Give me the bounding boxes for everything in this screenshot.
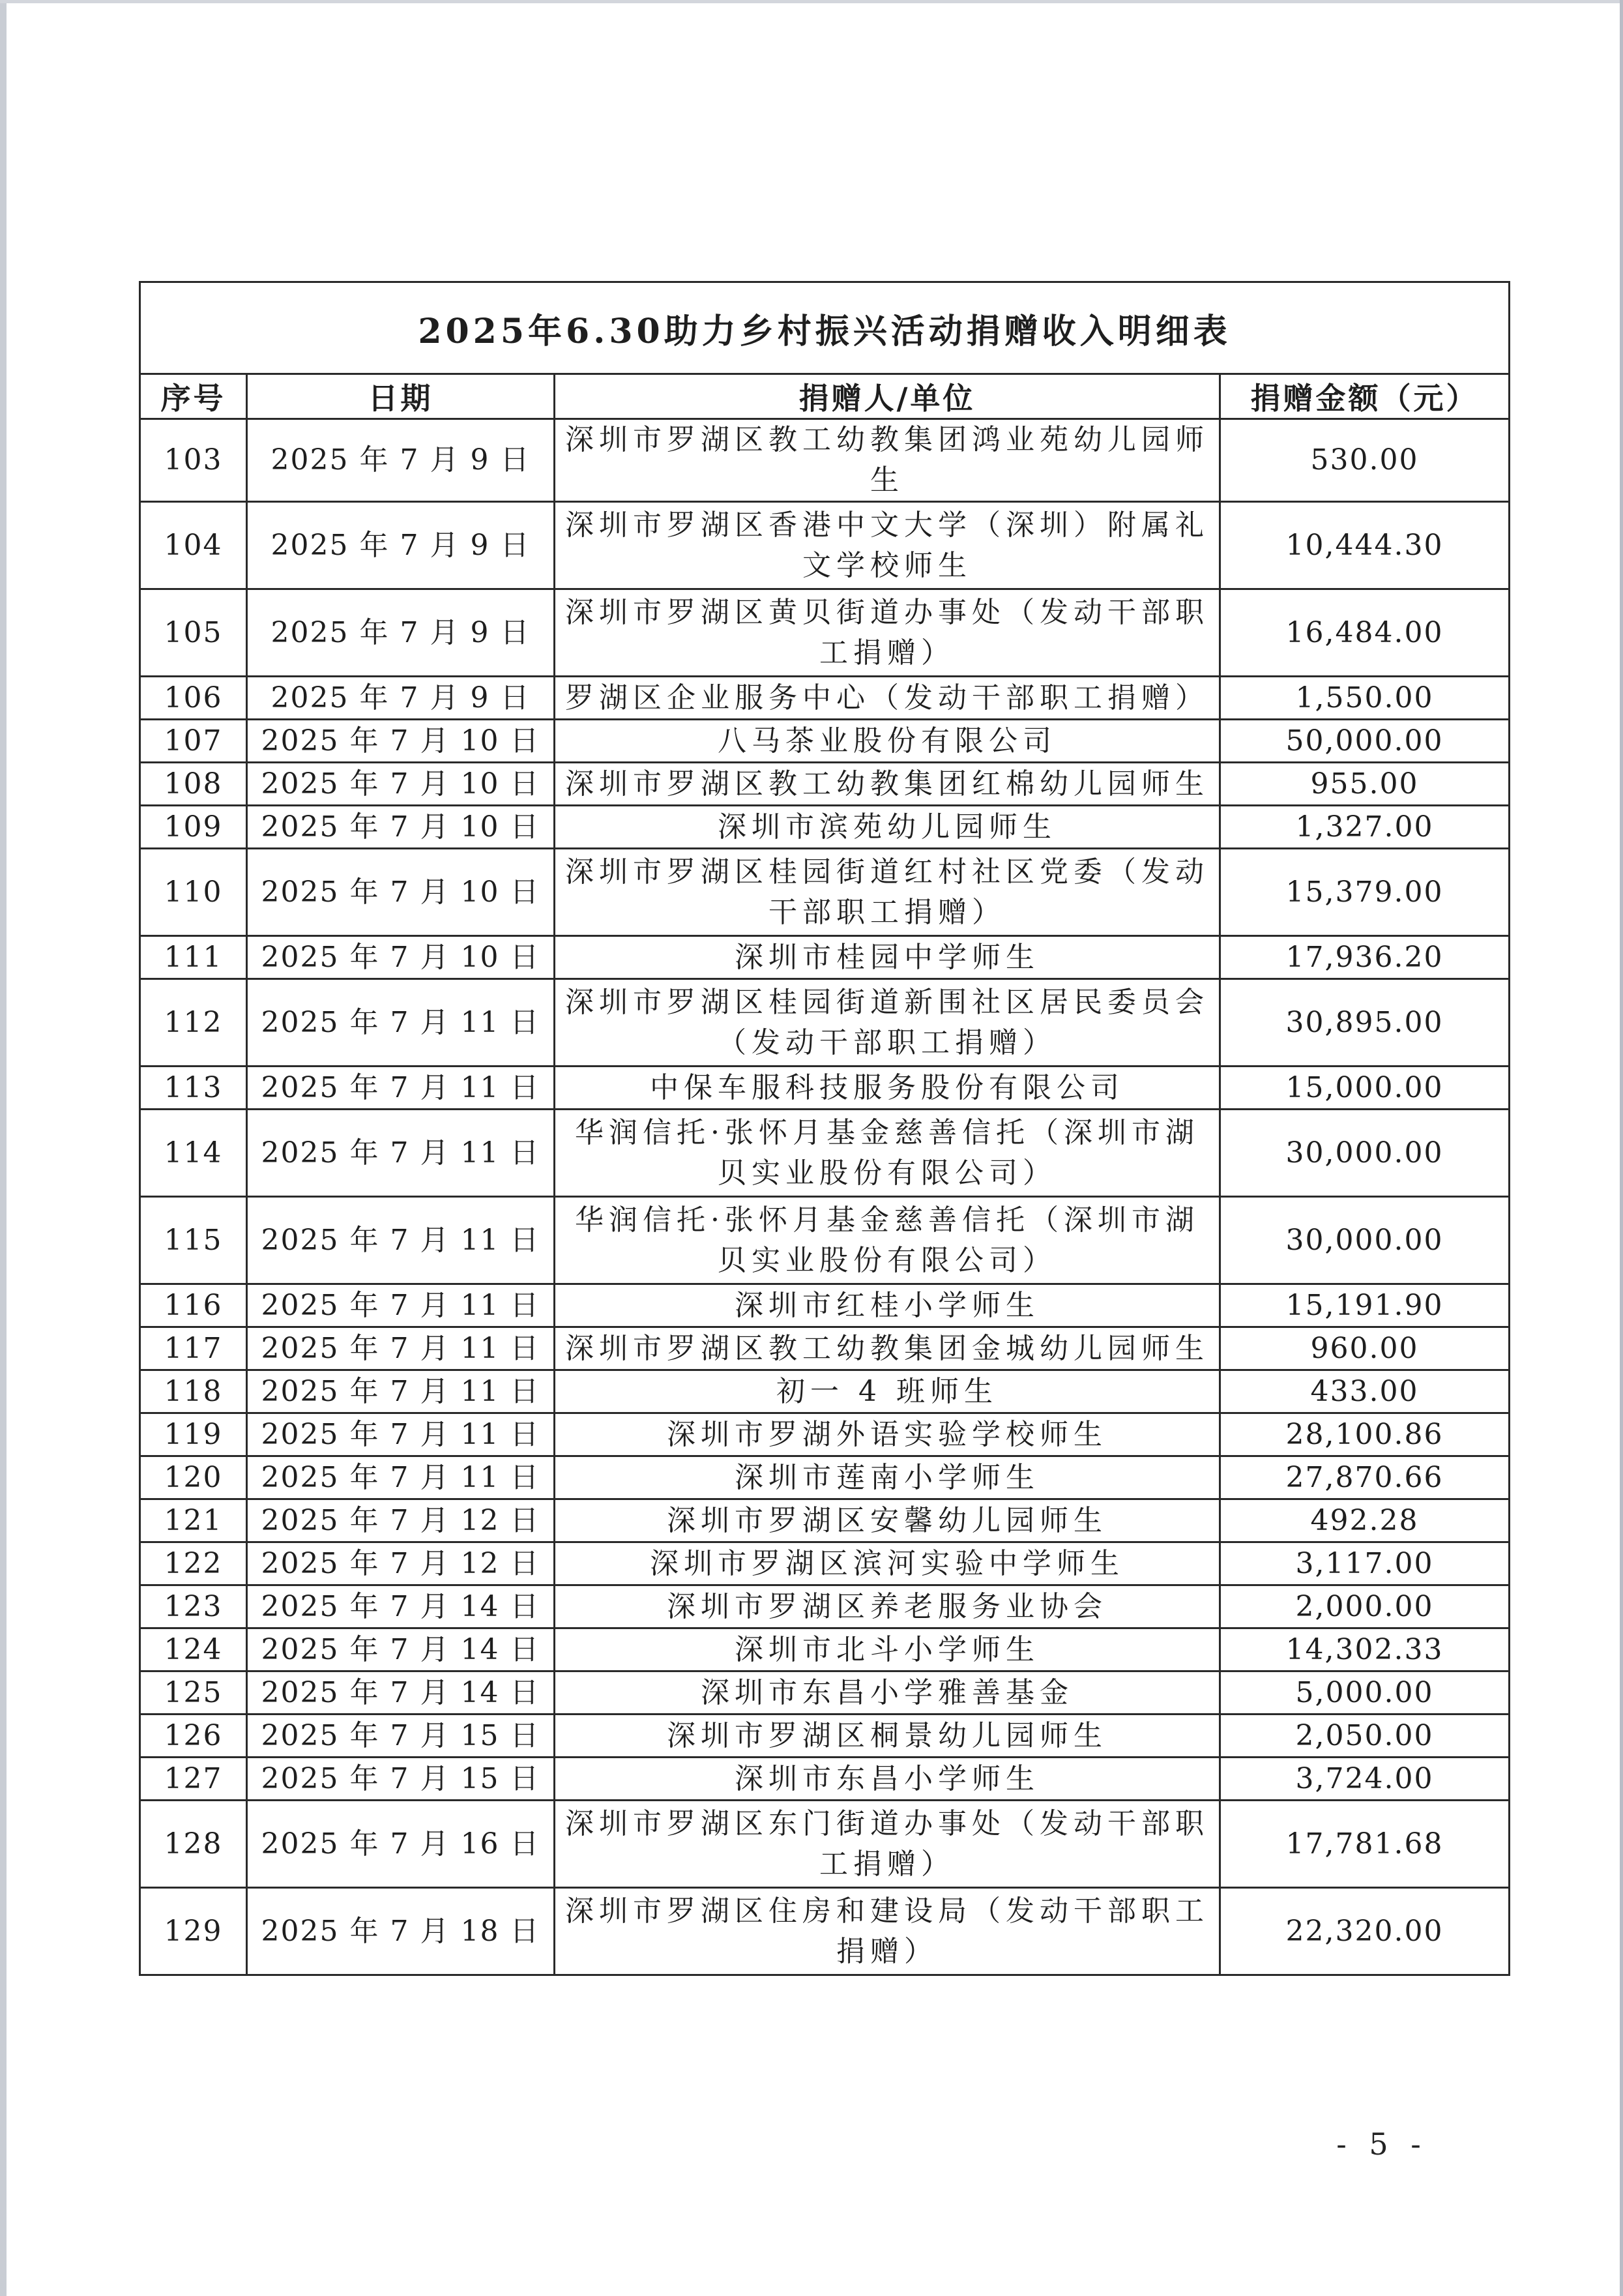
table-row <box>140 1585 1510 1628</box>
date-cell: 2025 年 7 月 15 日 <box>247 1758 555 1801</box>
amount-cell: 530.00 <box>1220 419 1510 502</box>
table-row <box>140 1671 1510 1715</box>
amount-cell: 3,724.00 <box>1220 1758 1510 1801</box>
donor-cell: 深圳市罗湖区桂园街道新围社区居民委员会（发动干部职工捐赠） <box>555 979 1220 1067</box>
amount-cell: 15,191.90 <box>1220 1284 1510 1327</box>
amount-cell: 17,781.68 <box>1220 1801 1510 1888</box>
donor-cell: 深圳市罗湖区黄贝街道办事处（发动干部职工捐赠） <box>555 589 1220 677</box>
donor-cell: 深圳市罗湖区东门街道办事处（发动干部职工捐赠） <box>555 1801 1220 1888</box>
page-number: - 5 - <box>1336 2127 1427 2162</box>
table-row <box>140 1110 1510 1197</box>
serial-number-cell: 111 <box>140 936 247 979</box>
date-cell: 2025 年 7 月 11 日 <box>247 1327 555 1370</box>
donor-cell: 深圳市罗湖区教工幼教集团鸿业苑幼儿园师生 <box>555 419 1220 502</box>
donor-cell: 华润信托·张怀月基金慈善信托（深圳市湖贝实业股份有限公司） <box>555 1110 1220 1197</box>
serial-number-cell: 110 <box>140 849 247 936</box>
date-cell: 2025 年 7 月 10 日 <box>247 806 555 849</box>
table-row <box>140 589 1510 677</box>
table-title: 2025年6.30助力乡村振兴活动捐赠收入明细表 <box>140 282 1510 374</box>
header-date: 日期 <box>247 374 555 419</box>
serial-number-cell: 109 <box>140 806 247 849</box>
amount-cell: 10,444.30 <box>1220 502 1510 589</box>
amount-cell: 960.00 <box>1220 1327 1510 1370</box>
date-cell: 2025 年 7 月 18 日 <box>247 1888 555 1975</box>
table-row <box>140 806 1510 849</box>
serial-number-cell: 112 <box>140 979 247 1067</box>
table-row <box>140 1715 1510 1758</box>
date-cell: 2025 年 7 月 14 日 <box>247 1585 555 1628</box>
scan-edge-left <box>0 0 7 2296</box>
amount-cell: 1,327.00 <box>1220 806 1510 849</box>
date-cell: 2025 年 7 月 12 日 <box>247 1499 555 1542</box>
serial-number-cell: 114 <box>140 1110 247 1197</box>
table-row <box>140 1327 1510 1370</box>
amount-cell: 15,000.00 <box>1220 1067 1510 1110</box>
amount-cell: 27,870.66 <box>1220 1456 1510 1499</box>
table-row <box>140 1284 1510 1327</box>
date-cell: 2025 年 7 月 10 日 <box>247 936 555 979</box>
table-row <box>140 1370 1510 1413</box>
table-row <box>140 1067 1510 1110</box>
serial-number-cell: 107 <box>140 720 247 763</box>
donor-cell: 深圳市罗湖区安馨幼儿园师生 <box>555 1499 1220 1542</box>
amount-cell: 14,302.33 <box>1220 1628 1510 1671</box>
date-cell: 2025 年 7 月 11 日 <box>247 979 555 1067</box>
table-row <box>140 1499 1510 1542</box>
serial-number-cell: 115 <box>140 1197 247 1284</box>
serial-number-cell: 113 <box>140 1067 247 1110</box>
donor-cell: 深圳市罗湖区桐景幼儿园师生 <box>555 1715 1220 1758</box>
donor-cell: 深圳市罗湖区教工幼教集团金城幼儿园师生 <box>555 1327 1220 1370</box>
table-row <box>140 1197 1510 1284</box>
scan-edge-right <box>1620 0 1623 2296</box>
date-cell: 2025 年 7 月 11 日 <box>247 1370 555 1413</box>
amount-cell: 30,000.00 <box>1220 1197 1510 1284</box>
amount-cell: 15,379.00 <box>1220 849 1510 936</box>
date-cell: 2025 年 7 月 12 日 <box>247 1542 555 1585</box>
table-row <box>140 419 1510 502</box>
donor-cell: 深圳市莲南小学师生 <box>555 1456 1220 1499</box>
amount-cell: 50,000.00 <box>1220 720 1510 763</box>
serial-number-cell: 116 <box>140 1284 247 1327</box>
amount-cell: 955.00 <box>1220 763 1510 806</box>
amount-cell: 28,100.86 <box>1220 1413 1510 1456</box>
table-row <box>140 1542 1510 1585</box>
serial-number-cell: 106 <box>140 677 247 720</box>
donor-cell: 深圳市东昌小学雅善基金 <box>555 1671 1220 1715</box>
donor-cell: 深圳市罗湖区住房和建设局（发动干部职工捐赠） <box>555 1888 1220 1975</box>
serial-number-cell: 122 <box>140 1542 247 1585</box>
donor-cell: 深圳市罗湖区养老服务业协会 <box>555 1585 1220 1628</box>
serial-number-cell: 127 <box>140 1758 247 1801</box>
header-donor: 捐赠人/单位 <box>555 374 1220 419</box>
table-row <box>140 502 1510 589</box>
donor-cell: 八马茶业股份有限公司 <box>555 720 1220 763</box>
date-cell: 2025 年 7 月 9 日 <box>247 677 555 720</box>
scan-edge-top <box>0 0 1623 3</box>
date-cell: 2025 年 7 月 9 日 <box>247 419 555 502</box>
donor-cell: 初一 4 班师生 <box>555 1370 1220 1413</box>
table-row <box>140 1413 1510 1456</box>
table-row <box>140 1801 1510 1888</box>
donor-cell: 深圳市罗湖外语实验学校师生 <box>555 1413 1220 1456</box>
donor-cell: 深圳市桂园中学师生 <box>555 936 1220 979</box>
amount-cell: 22,320.00 <box>1220 1888 1510 1975</box>
serial-number-cell: 123 <box>140 1585 247 1628</box>
donor-cell: 深圳市罗湖区滨河实验中学师生 <box>555 1542 1220 1585</box>
serial-number-cell: 124 <box>140 1628 247 1671</box>
date-cell: 2025 年 7 月 11 日 <box>247 1067 555 1110</box>
donor-cell: 深圳市罗湖区教工幼教集团红棉幼儿园师生 <box>555 763 1220 806</box>
table-row <box>140 1758 1510 1801</box>
date-cell: 2025 年 7 月 9 日 <box>247 589 555 677</box>
donor-cell: 深圳市罗湖区香港中文大学（深圳）附属礼文学校师生 <box>555 502 1220 589</box>
serial-number-cell: 105 <box>140 589 247 677</box>
serial-number-cell: 120 <box>140 1456 247 1499</box>
amount-cell: 16,484.00 <box>1220 589 1510 677</box>
donor-cell: 深圳市滨苑幼儿园师生 <box>555 806 1220 849</box>
amount-cell: 17,936.20 <box>1220 936 1510 979</box>
donor-cell: 深圳市东昌小学师生 <box>555 1758 1220 1801</box>
amount-cell: 1,550.00 <box>1220 677 1510 720</box>
serial-number-cell: 108 <box>140 763 247 806</box>
donor-cell: 罗湖区企业服务中心（发动干部职工捐赠） <box>555 677 1220 720</box>
amount-cell: 2,000.00 <box>1220 1585 1510 1628</box>
serial-number-cell: 126 <box>140 1715 247 1758</box>
header-amount: 捐赠金额（元） <box>1220 374 1510 419</box>
serial-number-cell: 128 <box>140 1801 247 1888</box>
amount-cell: 30,000.00 <box>1220 1110 1510 1197</box>
table-body <box>140 419 1510 1975</box>
table-row <box>140 936 1510 979</box>
date-cell: 2025 年 7 月 10 日 <box>247 849 555 936</box>
table-row <box>140 720 1510 763</box>
table-row <box>140 1456 1510 1499</box>
donor-cell: 深圳市北斗小学师生 <box>555 1628 1220 1671</box>
amount-cell: 30,895.00 <box>1220 979 1510 1067</box>
table-row <box>140 677 1510 720</box>
amount-cell: 5,000.00 <box>1220 1671 1510 1715</box>
amount-cell: 492.28 <box>1220 1499 1510 1542</box>
date-cell: 2025 年 7 月 11 日 <box>247 1284 555 1327</box>
date-cell: 2025 年 7 月 16 日 <box>247 1801 555 1888</box>
date-cell: 2025 年 7 月 14 日 <box>247 1628 555 1671</box>
table-row <box>140 763 1510 806</box>
serial-number-cell: 121 <box>140 1499 247 1542</box>
date-cell: 2025 年 7 月 11 日 <box>247 1197 555 1284</box>
table-row <box>140 1888 1510 1975</box>
table-row <box>140 849 1510 936</box>
donor-cell: 深圳市红桂小学师生 <box>555 1284 1220 1327</box>
amount-cell: 3,117.00 <box>1220 1542 1510 1585</box>
date-cell: 2025 年 7 月 10 日 <box>247 763 555 806</box>
serial-number-cell: 104 <box>140 502 247 589</box>
donor-cell: 深圳市罗湖区桂园街道红村社区党委（发动干部职工捐赠） <box>555 849 1220 936</box>
amount-cell: 2,050.00 <box>1220 1715 1510 1758</box>
table-row <box>140 1628 1510 1671</box>
header-serial-number: 序号 <box>140 374 247 419</box>
table-row <box>140 979 1510 1067</box>
date-cell: 2025 年 7 月 11 日 <box>247 1456 555 1499</box>
donor-cell: 中保车服科技服务股份有限公司 <box>555 1067 1220 1110</box>
serial-number-cell: 117 <box>140 1327 247 1370</box>
serial-number-cell: 118 <box>140 1370 247 1413</box>
serial-number-cell: 103 <box>140 419 247 502</box>
serial-number-cell: 119 <box>140 1413 247 1456</box>
date-cell: 2025 年 7 月 11 日 <box>247 1413 555 1456</box>
donation-table <box>139 281 1510 1976</box>
amount-cell: 433.00 <box>1220 1370 1510 1413</box>
date-cell: 2025 年 7 月 15 日 <box>247 1715 555 1758</box>
date-cell: 2025 年 7 月 14 日 <box>247 1671 555 1715</box>
date-cell: 2025 年 7 月 10 日 <box>247 720 555 763</box>
date-cell: 2025 年 7 月 9 日 <box>247 502 555 589</box>
date-cell: 2025 年 7 月 11 日 <box>247 1110 555 1197</box>
serial-number-cell: 125 <box>140 1671 247 1715</box>
donor-cell: 华润信托·张怀月基金慈善信托（深圳市湖贝实业股份有限公司） <box>555 1197 1220 1284</box>
serial-number-cell: 129 <box>140 1888 247 1975</box>
